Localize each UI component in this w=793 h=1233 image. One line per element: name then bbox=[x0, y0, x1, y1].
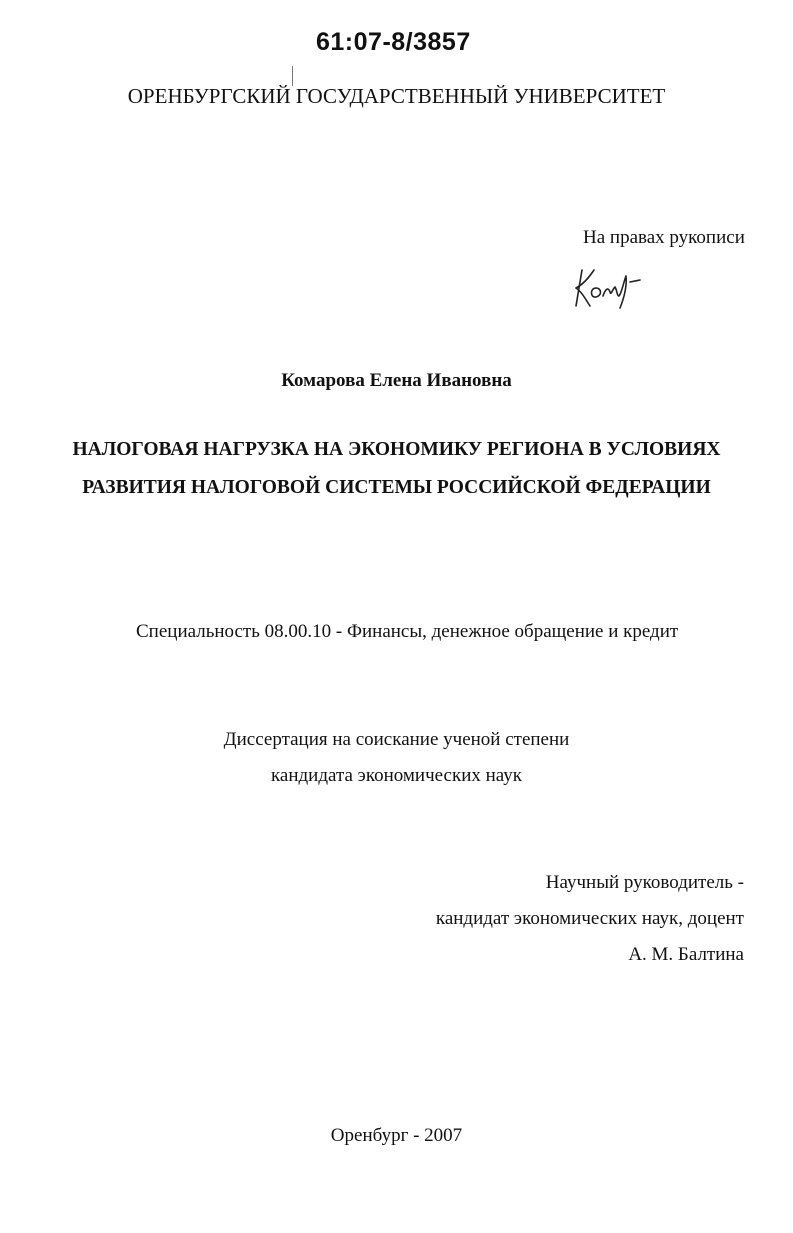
advisor-name: А. М. Балтина bbox=[628, 944, 744, 965]
rights-notice: На правах рукописи bbox=[583, 227, 745, 248]
degree-line-2: кандидата экономических наук bbox=[270, 765, 523, 786]
author-signature bbox=[570, 262, 660, 312]
author-name: Комарова Елена Ивановна bbox=[281, 370, 512, 391]
signature-stroke-6 bbox=[630, 280, 640, 282]
university-name: ОРЕНБУРГСКИЙ ГОСУДАРСТВЕННЫЙ УНИВЕРСИТЕТ bbox=[127, 84, 666, 108]
advisor-credentials: кандидат экономических наук, доцент bbox=[435, 908, 744, 929]
place-year: Оренбург - 2007 bbox=[330, 1125, 463, 1146]
dissertation-title-line-1: НАЛОГОВАЯ НАГРУЗКА НА ЭКОНОМИКУ РЕГИОНА В УСЛОВИЯХ bbox=[72, 439, 721, 460]
degree-line-1: Диссертация на соискание ученой степени bbox=[223, 729, 570, 750]
signature-stroke-5 bbox=[603, 276, 626, 308]
specialty: Специальность 08.00.10 - Финансы, денежное обращение и кредит bbox=[136, 621, 679, 642]
catalog-number: 61:07-8/3857 bbox=[316, 28, 471, 56]
scan-mark bbox=[292, 66, 293, 86]
advisor-role: Научный руководитель - bbox=[545, 872, 744, 893]
signature-stroke-4 bbox=[592, 288, 601, 297]
dissertation-title-line-2: РАЗВИТИЯ НАЛОГОВОЙ СИСТЕМЫ РОССИЙСКОЙ ФЕДЕРАЦИИ bbox=[82, 477, 711, 498]
